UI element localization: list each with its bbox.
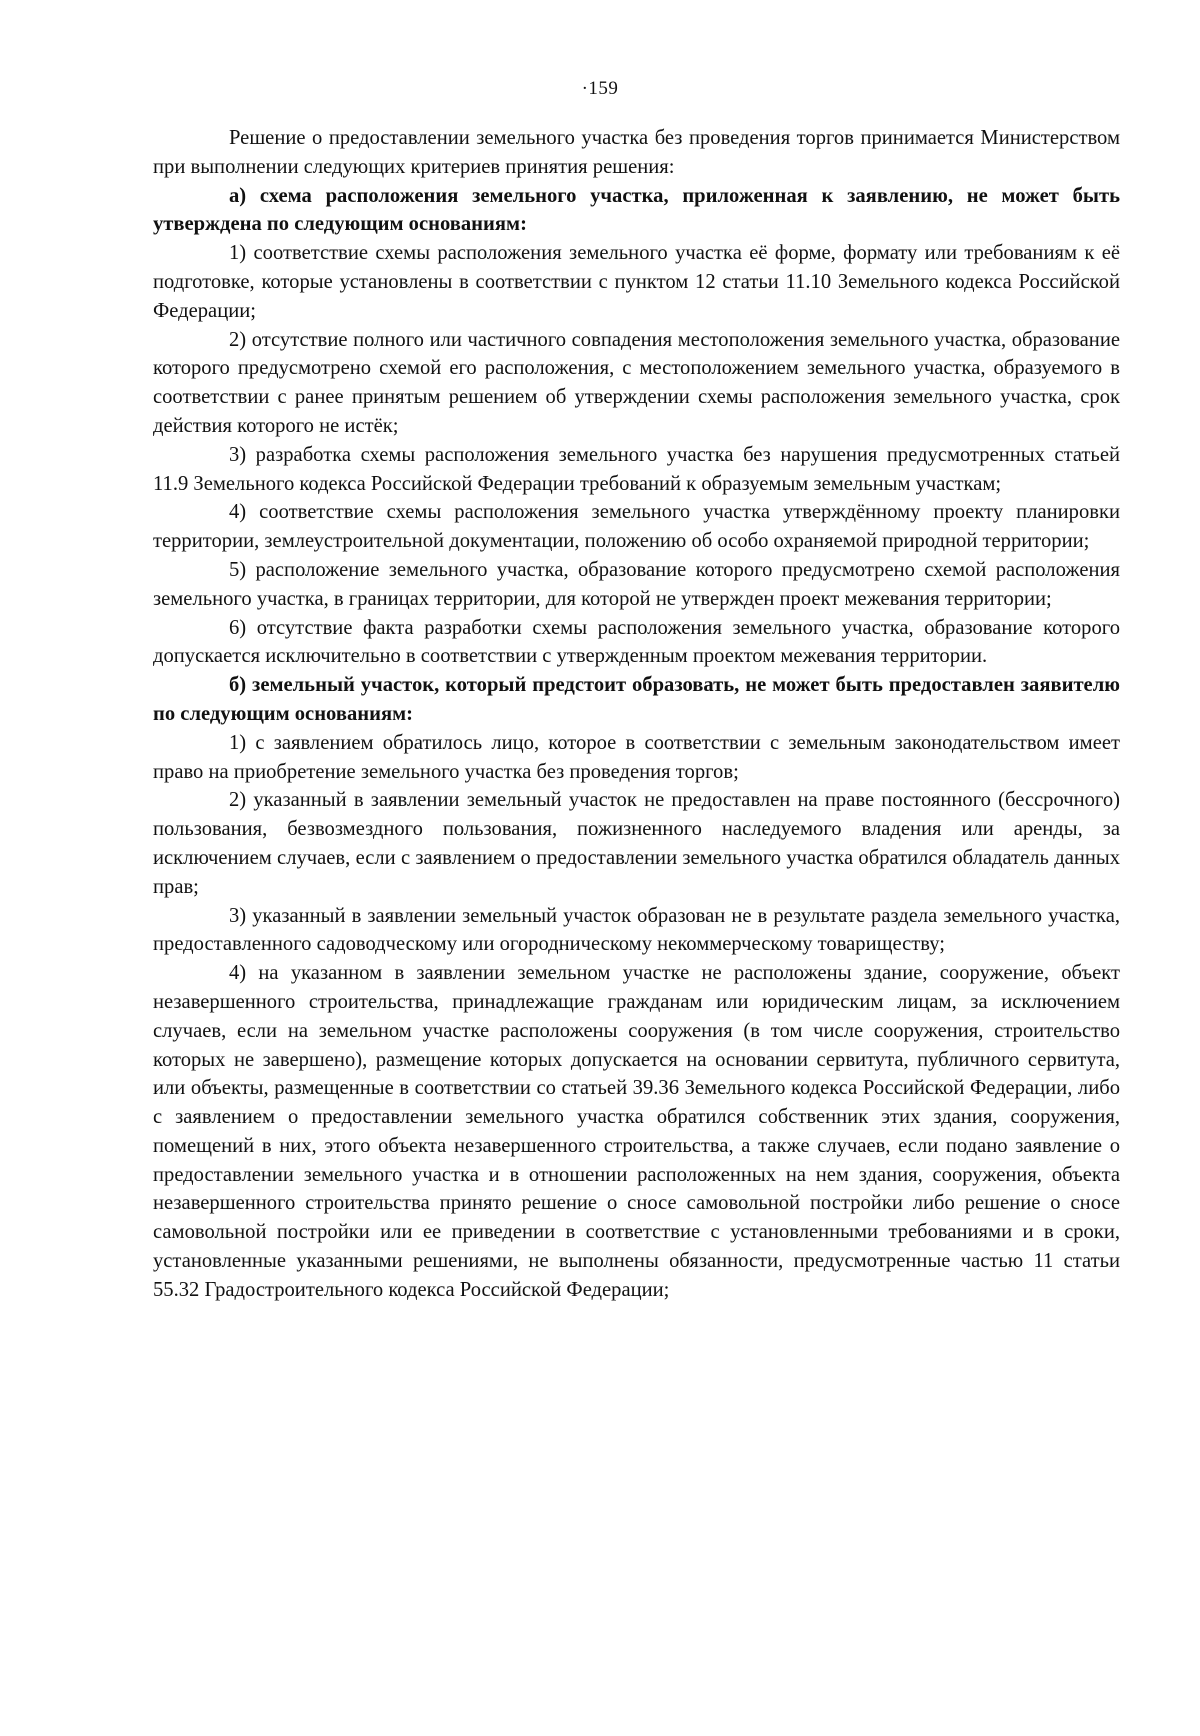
list-item-b1: 1) с заявлением обратилось лицо, которое в соответствии с земельным законодательством имеет право на приобретение земельного участка без проведения торгов; <box>153 731 1120 783</box>
list-item-a2: 2) отсутствие полного или частичного совпадения местоположения земельного участка, образование которого предусмотрено схемой его расположения, с местоположением земельного участка, образуемого в соответствии с ранее принятым решением об утверждении схемы расположения земельного участка, срок действия которого не истёк; <box>153 328 1120 437</box>
list-item-a1: 1) соответствие схемы расположения земельного участка её форме, формату или требованиям к её подготовке, которые установлены в соответствии с пунктом 12 статьи 11.10 Земельного кодекса Российской Федерации; <box>153 242 1120 322</box>
list-item-a5: 5) расположение земельного участка, образование которого предусмотрено схемой расположения земельного участка, в границах территории, для которой не утвержден проект межевания территории; <box>153 558 1120 610</box>
section-heading-a: а) схема расположения земельного участка, приложенная к заявлению, не может быть утверждена по следующим основаниям: <box>153 184 1120 236</box>
list-item-b3: 3) указанный в заявлении земельный участок образован не в результате раздела земельного участка, предоставленного садоводческому или огородническому некоммерческому товариществу; <box>153 904 1120 956</box>
document-body <box>153 124 1120 1305</box>
list-item-b4: 4) на указанном в заявлении земельном участке не расположены здание, сооружение, объект незавершенного строительства, принадлежащие гражданам или юридическим лицам, за исключением случаев, если на земельном участке расположены сооружения (в том числе сооружения, строительство которых не завершено), размещение которых допускается на основании сервитута, публичного сервитута, или объекты, размещенные в соответствии со статьей 39.36 Земельного кодекса Российской Федерации, либо с заявлением о предоставлении земельного участка обратился собственник этих здания, сооружения, помещений в них, этого объекта незавершенного строительства, а также случаев, если подано заявление о предоставлении земельного участка и в отношении расположенных на нем здания, сооружения, объекта незавершенного строительства принято решение о сносе самовольной постройки либо решение о сносе самовольной постройки или ее приведении в соответствие с установленными требованиями и в сроки, установленные указанными решениями, не выполнены обязанности, предусмотренные частью 11 статьи 55.32 Градостроительного кодекса Российской Федерации; <box>153 962 1120 1301</box>
section-heading-b: б) земельный участок, который предстоит образовать, не может быть предоставлен заявителю по следующим основаниям: <box>153 674 1120 725</box>
list-item-a6: 6) отсутствие факта разработки схемы расположения земельного участка, образование которого допускается исключительно в соответствии с утвержденным проектом межевания территории. <box>153 616 1120 668</box>
list-item-b2: 2) указанный в заявлении земельный участок не предоставлен на праве постоянного (бессрочного) пользования, безвозмездного пользования, пожизненного наследуемого владения или аренды, за исключением случаев, если с заявлением о предоставлении земельного участка обратился обладатель данных прав; <box>153 789 1120 898</box>
list-item-a3: 3) разработка схемы расположения земельного участка без нарушения предусмотренных статьей 11.9 Земельного кодекса Российской Федерации требований к образуемым земельным участкам; <box>153 443 1120 495</box>
list-item-a4: 4) соответствие схемы расположения земельного участка утверждённому проекту планировки территории, землеустроительной документации, положению об особо охраняемой природной территории; <box>153 501 1120 553</box>
paragraph-intro: Решение о предоставлении земельного участка без проведения торгов принимается Министерством при выполнении следующих критериев принятия решения: <box>153 127 1120 178</box>
page-number: ·159 <box>581 78 619 99</box>
